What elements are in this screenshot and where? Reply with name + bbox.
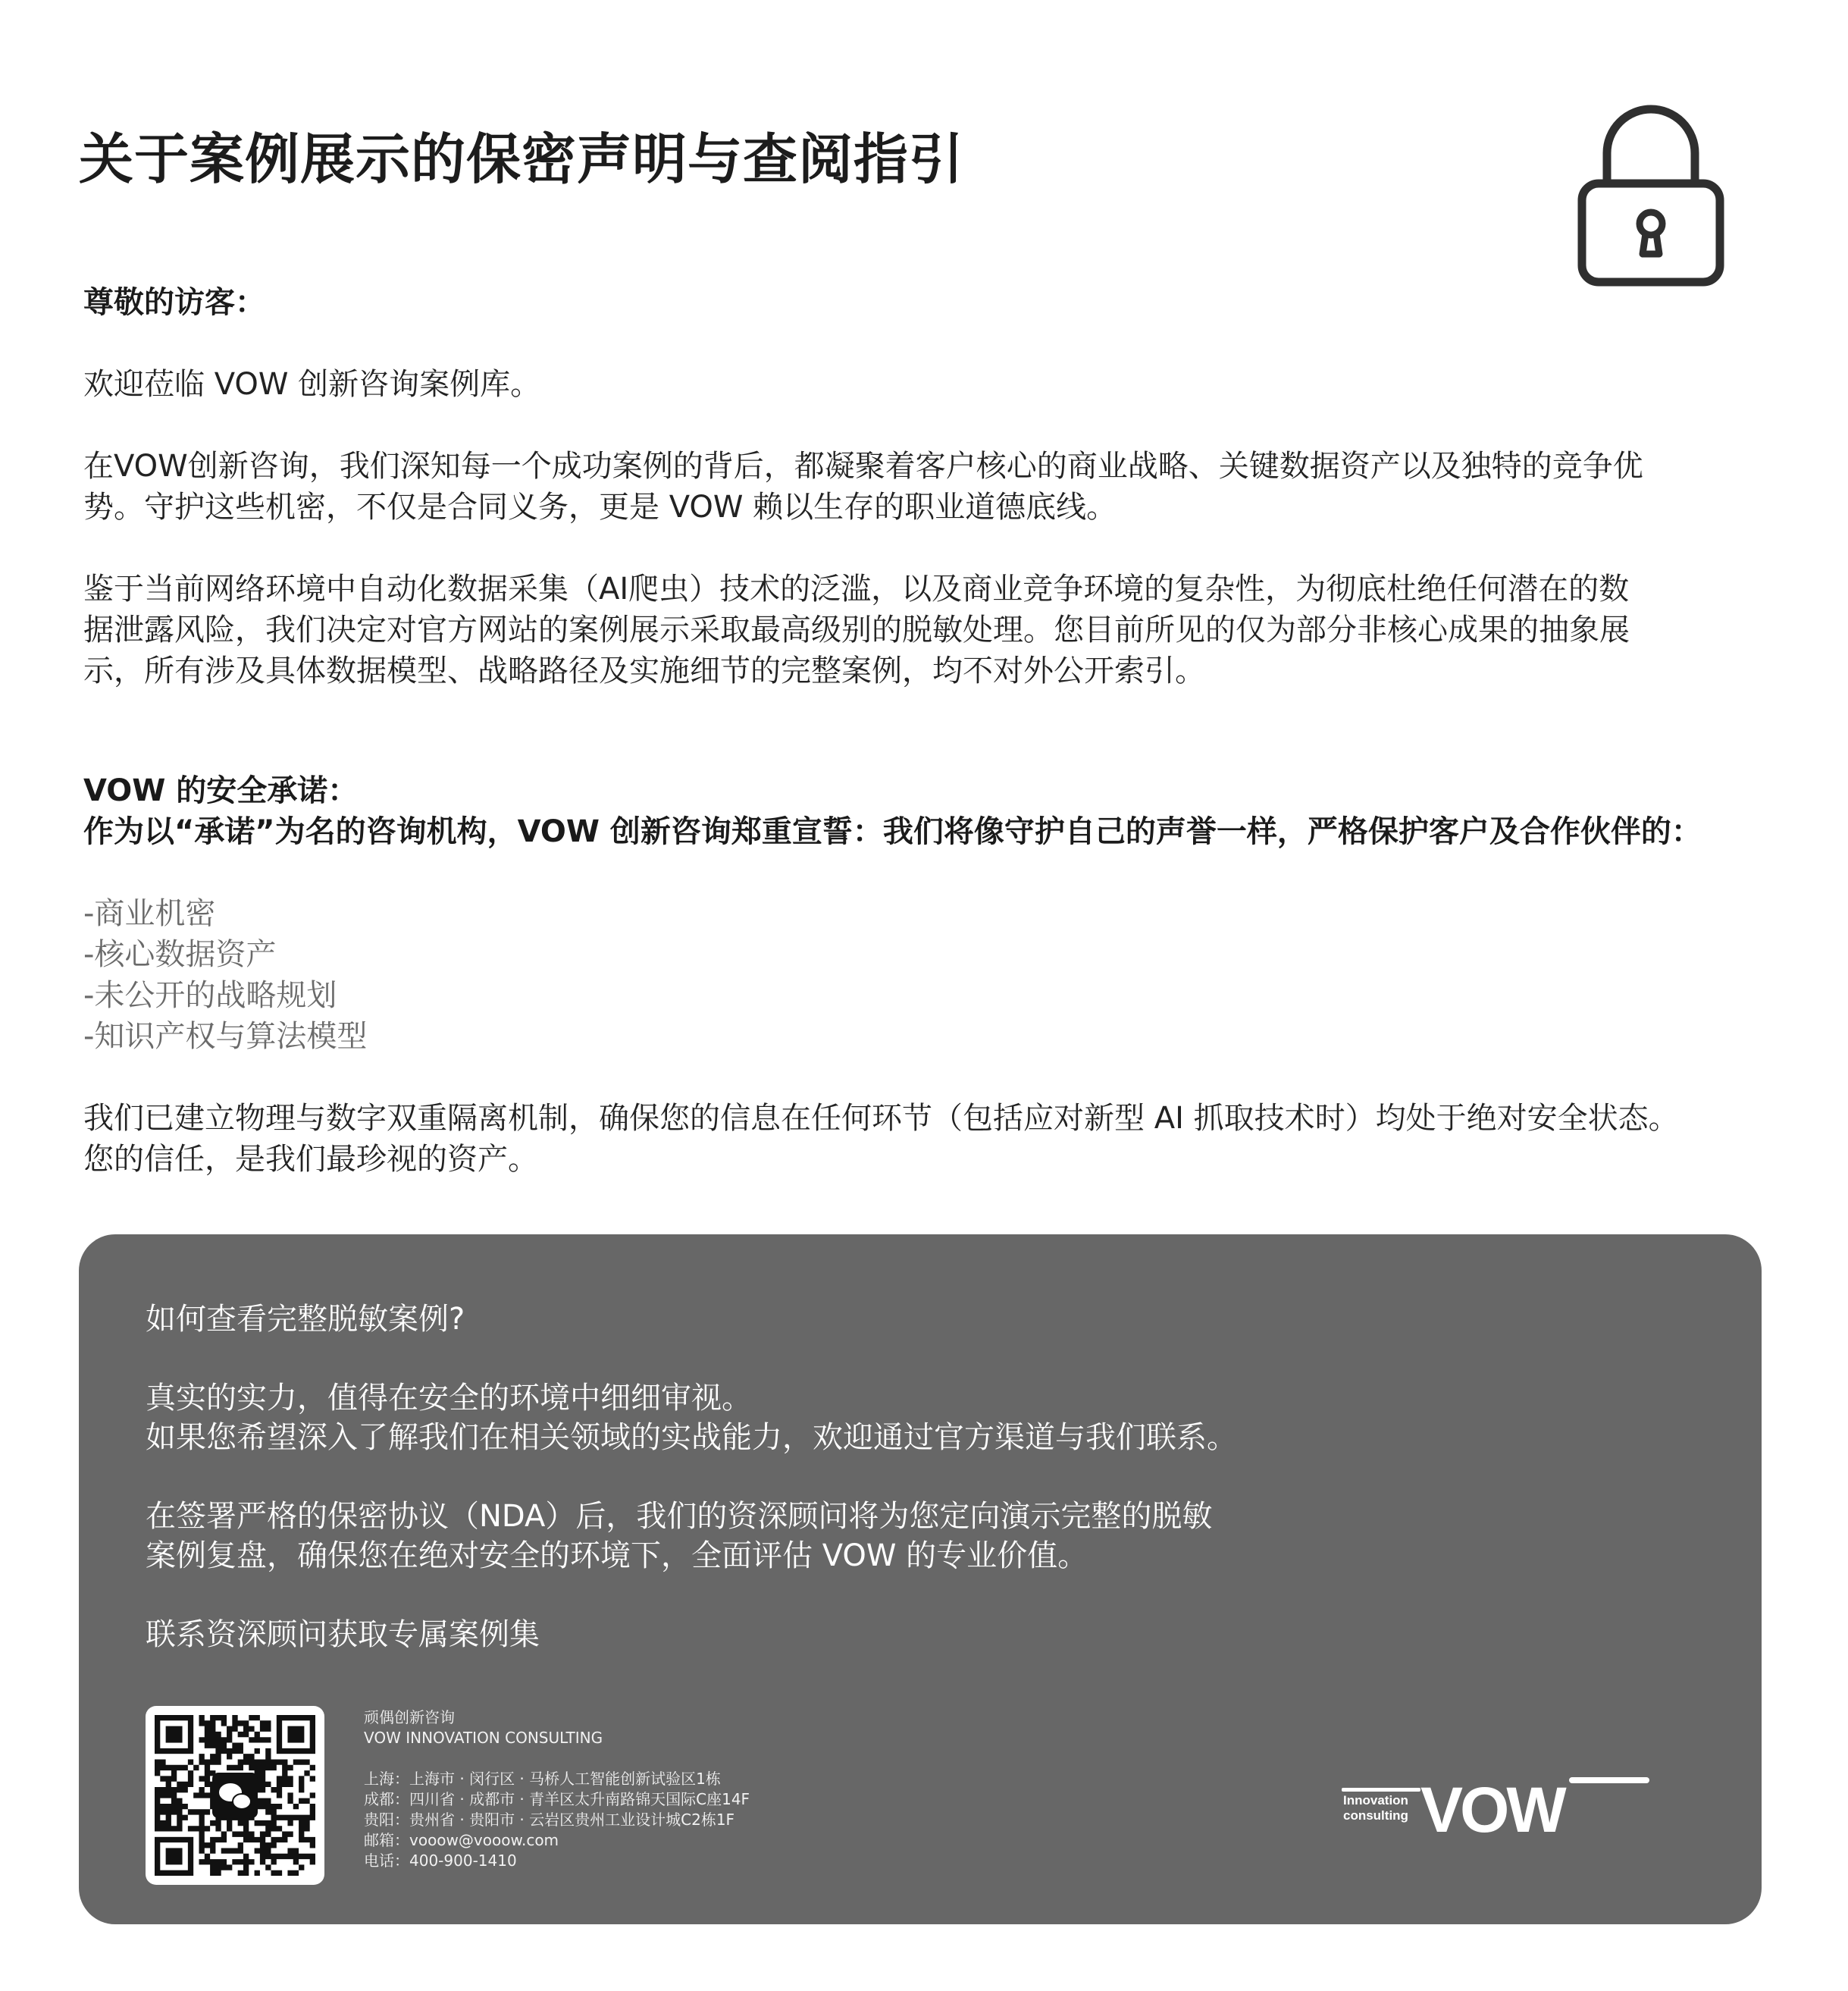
closing-line: 您的信任，是我们最珍视的资产。 <box>83 1142 538 1177</box>
qr-code[interactable] <box>146 1706 324 1885</box>
paragraph-line: 在VOW创新咨询，我们深知每一个成功案例的背后，都凝聚着客户核心的商业战略、关键数据资产以及独特的竞争优 <box>83 449 1643 484</box>
welcome-text: 欢迎莅临 VOW 创新咨询案例库。 <box>83 367 541 402</box>
contact-card <box>79 1234 1762 1924</box>
paragraph-line: 示，所有涉及具体数据模型、战略路径及实施细节的完整案例，均不对外公开索引。 <box>83 654 1205 688</box>
page-title: 关于案例展示的保密声明与查阅指引 <box>79 127 965 191</box>
phone-line[interactable]: 电话：400-900-1410 <box>364 1851 517 1870</box>
card-line: 真实的实力，值得在安全的环境中细细审视。 <box>146 1381 752 1416</box>
card-line: 在签署严格的保密协议（NDA）后，我们的资深顾问将为您定向演示完整的脱敏 <box>146 1499 1213 1534</box>
statement-body <box>83 282 1781 1180</box>
card-question: 如何查看完整脱敏案例? <box>146 1302 465 1337</box>
address-line: 上海：上海市 · 闵行区 · 马桥人工智能创新试验区1栋 <box>364 1770 721 1788</box>
company-info <box>364 1707 970 1871</box>
commitment-heading: VOW 的安全承诺： <box>83 773 359 808</box>
svg-text:consulting: consulting <box>1343 1808 1408 1823</box>
address-line: 成都：四川省 · 成都市 · 青羊区太升南路锦天国际C座14F <box>364 1790 750 1808</box>
svg-text:VOW: VOW <box>1420 1774 1564 1841</box>
address-line: 贵阳：贵州省 · 贵阳市 · 云岩区贵州工业设计城C2栋1F <box>364 1811 735 1829</box>
email-line[interactable]: 邮箱：vooow@vooow.com <box>364 1831 559 1849</box>
paragraph-line: 据泄露风险，我们决定对官方网站的案例展示采取最高级别的脱敏处理。您目前所见的仅为部分非核心成果的抽象展 <box>83 613 1630 647</box>
vow-logo <box>1342 1773 1652 1841</box>
list-item: -商业机密 <box>83 896 216 931</box>
commitment-statement: 作为以“承诺”为名的咨询机构，VOW 创新咨询郑重宣誓：我们将像守护自己的声誉一样，严格保护客户及合作伙伴的： <box>83 814 1702 849</box>
card-line: 案例复盘，确保您在绝对安全的环境下，全面评估 VOW 的专业价值。 <box>146 1538 1088 1573</box>
card-line: 如果您希望深入了解我们在相关领域的实战能力，欢迎通过官方渠道与我们联系。 <box>146 1420 1237 1455</box>
list-item: -知识产权与算法模型 <box>83 1019 368 1054</box>
commitment-list <box>83 893 1781 1057</box>
list-item: -未公开的战略规划 <box>83 978 337 1013</box>
lock-icon <box>1577 99 1725 288</box>
svg-text:Innovation: Innovation <box>1343 1793 1408 1808</box>
paragraph-line: 势。守护这些机密，不仅是合同义务，更是 VOW 赖以生存的职业道德底线。 <box>83 490 1117 525</box>
list-item: -核心数据资产 <box>83 937 277 972</box>
company-name-cn: 顽偶创新咨询 <box>364 1708 455 1726</box>
contact-cta[interactable]: 联系资深顾问获取专属案例集 <box>146 1617 540 1652</box>
paragraph-line: 鉴于当前网络环境中自动化数据采集（AI爬虫）技术的泛滥，以及商业竞争环境的复杂性，为彻底杜绝任何潜在的数 <box>83 572 1630 607</box>
greeting: 尊敬的访客： <box>83 285 265 320</box>
closing-line: 我们已建立物理与数字双重隔离机制，确保您的信息在任何环节（包括应对新型 AI 抓取技术时）均处于绝对安全状态。 <box>83 1101 1679 1136</box>
company-name-en: VOW INNOVATION CONSULTING <box>364 1729 603 1747</box>
